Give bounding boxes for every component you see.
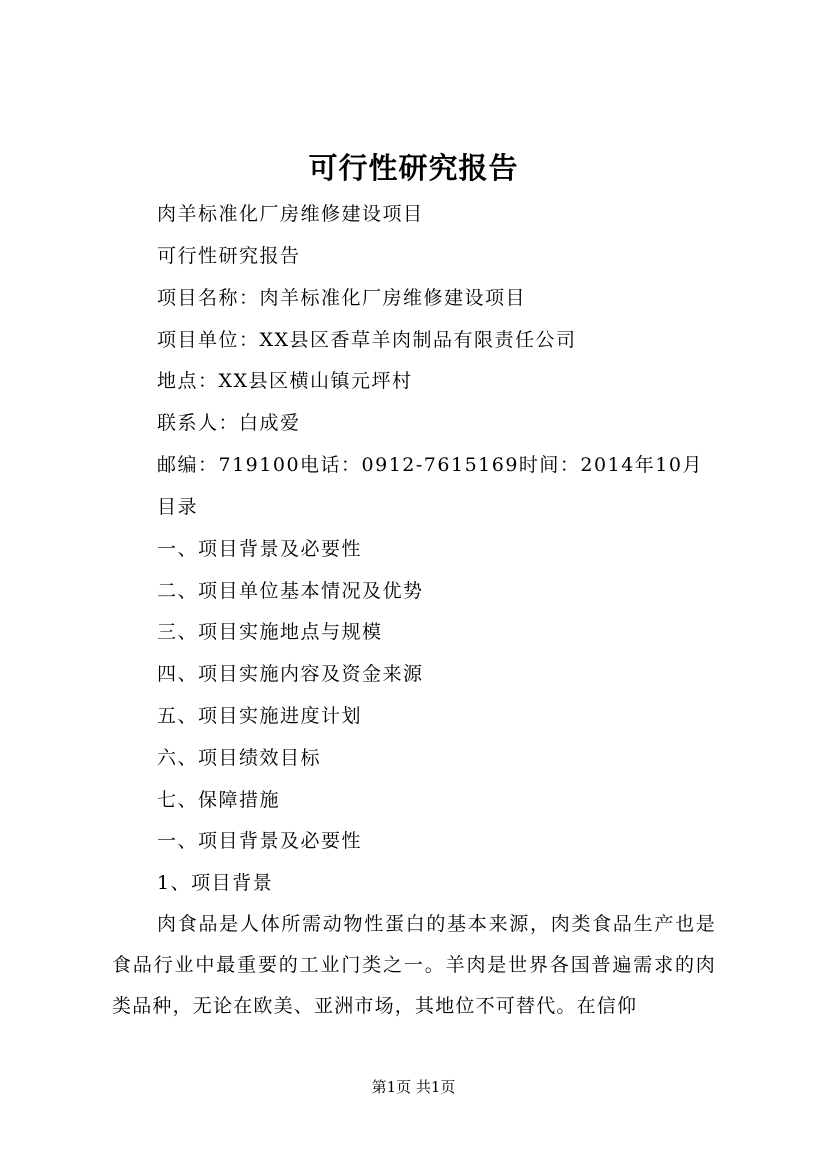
project-title-line: 肉羊标准化厂房维修建设项目 <box>157 203 424 225</box>
contact-line: 联系人：白成爱 <box>157 412 301 434</box>
toc-item: 四、项目实施内容及资金来源 <box>157 663 424 685</box>
toc-item: 一、项目背景及必要性 <box>157 538 363 560</box>
section-heading: 一、项目背景及必要性 <box>157 830 363 852</box>
toc-item: 二、项目单位基本情况及优势 <box>157 580 424 602</box>
report-subtitle-line: 可行性研究报告 <box>157 245 301 267</box>
project-unit-line: 项目单位：XX县区香草羊肉制品有限责任公司 <box>157 329 577 351</box>
toc-item: 七、保障措施 <box>157 789 281 811</box>
toc-item: 六、项目绩效目标 <box>157 747 322 769</box>
location-line: 地点：XX县区横山镇元坪村 <box>157 370 413 392</box>
document-title: 可行性研究报告 <box>308 151 519 185</box>
toc-heading: 目录 <box>157 496 199 518</box>
subsection-heading: 1、项目背景 <box>157 872 274 894</box>
postcode-phone-date-line: 邮编：719100电话：0912-7615169时间：2014年10月 <box>157 454 703 476</box>
toc-item: 三、项目实施地点与规模 <box>157 621 383 643</box>
page-footer: 第1页 共1页 <box>371 1078 456 1096</box>
project-name-line: 项目名称：肉羊标准化厂房维修建设项目 <box>157 287 527 309</box>
toc-item: 五、项目实施进度计划 <box>157 705 363 727</box>
body-paragraph: 肉食品是人体所需动物性蛋白的基本来源，肉类食品生产也是食品行业中最重要的工业门类之一。羊肉是世界各国普遍需求的肉类品种，无论在欧美、亚洲市场，其地位不可替代。在信仰 <box>112 913 716 1017</box>
